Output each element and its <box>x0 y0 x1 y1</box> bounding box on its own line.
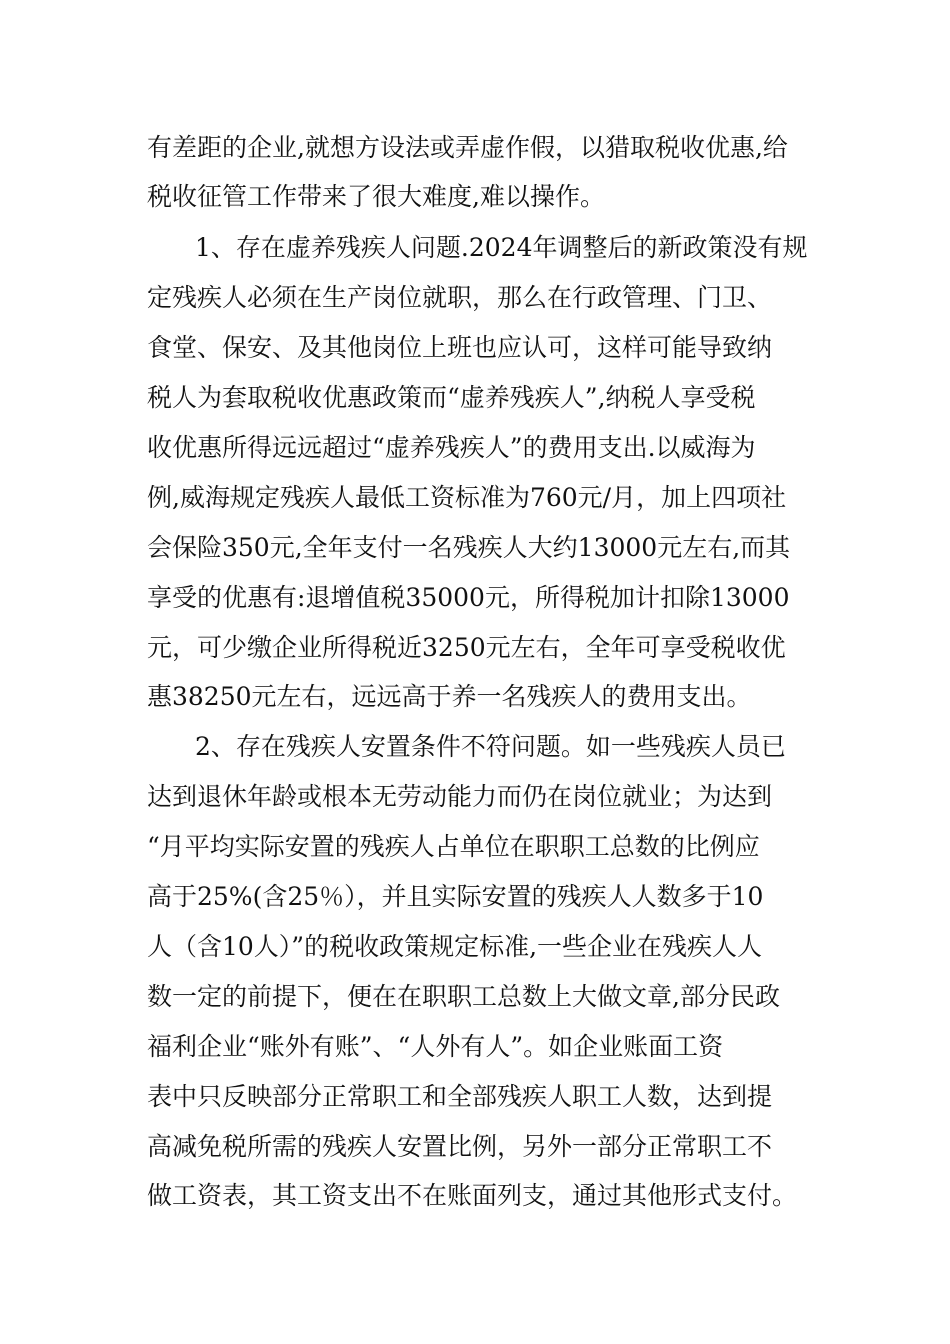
text-line: 高于25%(含25％），并且实际安置的残疾人人数多于10 <box>147 882 764 911</box>
text-line: 税人为套取税收优惠政策而“虚养残疾人”,纳税人享受税 <box>147 383 756 412</box>
text-line: 享受的优惠有:退增值税35000元，所得税加计扣除13000 <box>147 583 790 612</box>
text-line: 福利企业“账外有账”、“人外有人”。如企业账面工资 <box>147 1032 724 1061</box>
paragraph-1-start: 1、存在虚养残疾人问题.2024年调整后的新政策没有规 <box>195 233 808 262</box>
text-line: “月平均实际安置的残疾人占单位在职职工总数的比例应 <box>147 832 760 861</box>
text-line: 税收征管工作带来了很大难度,难以操作。 <box>147 182 605 211</box>
text-line: 有差距的企业,就想方设法或弄虚作假，以猎取税收优惠,给 <box>147 133 788 162</box>
text-line: 表中只反映部分正常职工和全部残疾人职工人数，达到提 <box>147 1082 773 1111</box>
text-line: 例,威海规定残疾人最低工资标准为760元/月，加上四项社 <box>147 483 787 512</box>
text-line: 元，可少缴企业所得税近3250元左右，全年可享受税收优 <box>147 633 786 662</box>
text-line: 数一定的前提下，便在在职职工总数上大做文章,部分民政 <box>147 982 780 1011</box>
text-line: 达到退休年龄或根本无劳动能力而仍在岗位就业；为达到 <box>147 782 773 811</box>
text-line: 食堂、保安、及其他岗位上班也应认可，这样可能导致纳 <box>147 333 773 362</box>
text-line: 会保险350元,全年支付一名残疾人大约13000元左右,而其 <box>147 533 791 562</box>
text-line: 定残疾人必须在生产岗位就职，那么在行政管理、门卫、 <box>147 283 773 312</box>
text-line: 高减免税所需的残疾人安置比例，另外一部分正常职工不 <box>147 1132 773 1161</box>
paragraph-2-start: 2、存在残疾人安置条件不符问题。如一些残疾人员已 <box>195 732 786 761</box>
text-line: 收优惠所得远远超过“虚养残疾人”的费用支出.以威海为 <box>147 433 756 462</box>
text-line: 做工资表，其工资支出不在账面列支，通过其他形式支付。 <box>147 1181 798 1210</box>
text-line: 人（含10人）”的税收政策规定标准,一些企业在残疾人人 <box>147 932 763 961</box>
text-line: 惠38250元左右，远远高于养一名残疾人的费用支出。 <box>147 682 752 711</box>
